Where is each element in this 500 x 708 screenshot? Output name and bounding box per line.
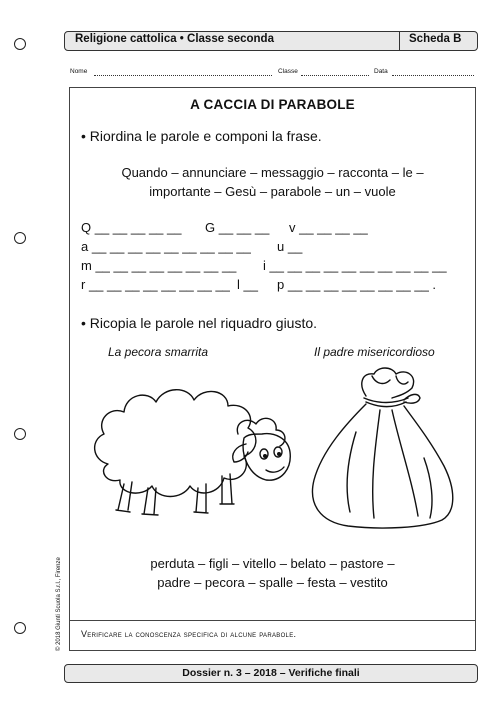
student-fields [70,68,474,80]
blank-word[interactable]: i __ __ __ __ __ __ __ __ __ __ [263,258,447,273]
class-label: Classe [278,68,298,75]
instruction-reorder: • Riordina le parole e componi la frase. [81,128,322,144]
blank-word[interactable]: u __ [277,239,303,254]
story-label-left: La pecora smarrita [108,345,209,359]
blank-word[interactable]: p __ __ __ __ __ __ __ __ . [277,277,437,292]
blank-word[interactable]: r __ __ __ __ __ __ __ __ [81,277,230,292]
objective-text: Verificare la conoscenza specifica di alcune parabole. [81,629,297,639]
binder-hole-2 [14,232,26,244]
blank-word[interactable]: a __ __ __ __ __ __ __ __ __ [81,239,251,254]
words2-line-2: padre – pecora – spalle – festa – vestito [157,575,388,590]
blank-word[interactable]: G __ __ __ [205,220,270,235]
footer-band [64,664,478,683]
words-line-1: Quando – annunciare – messaggio – racconta – le – [121,165,424,180]
sack-illustration [300,362,460,532]
date-label: Data [374,68,388,75]
header-divider [399,32,400,50]
blank-word[interactable]: Q __ __ __ __ __ [81,220,182,235]
date-field[interactable] [392,75,474,76]
story-label-right: Il padre misericordioso [314,345,435,359]
name-field[interactable] [94,75,272,76]
blank-word[interactable]: m __ __ __ __ __ __ __ __ [81,258,237,273]
words2-line-1: perduta – figli – vitello – belato – pastore – [150,556,395,571]
footer-text: Dossier n. 3 – 2018 – Verifiche finali [182,667,360,679]
blank-word[interactable]: v __ __ __ __ [289,220,368,235]
header-band [64,31,478,51]
header-title: Religione cattolica • Classe seconda [75,33,274,45]
worksheet-tag: Scheda B [409,33,462,45]
worksheet-title: A CACCIA DI PARABOLE [190,97,355,112]
name-label: Nome [70,68,88,75]
binder-hole-1 [14,38,26,50]
instruction-copy: • Ricopia le parole nel riquadro giusto. [81,315,318,331]
words-line-2: importante – Gesù – parabole – un – vuole [149,184,396,199]
binder-hole-3 [14,428,26,440]
sheep-illustration [88,372,303,532]
objective-separator [70,620,475,621]
copyright-notice: © 2018 Giunti Scuola S.r.l., Firenze [56,557,62,651]
binder-hole-4 [14,622,26,634]
class-field[interactable] [301,75,369,76]
blank-word[interactable]: l __ [237,277,258,292]
